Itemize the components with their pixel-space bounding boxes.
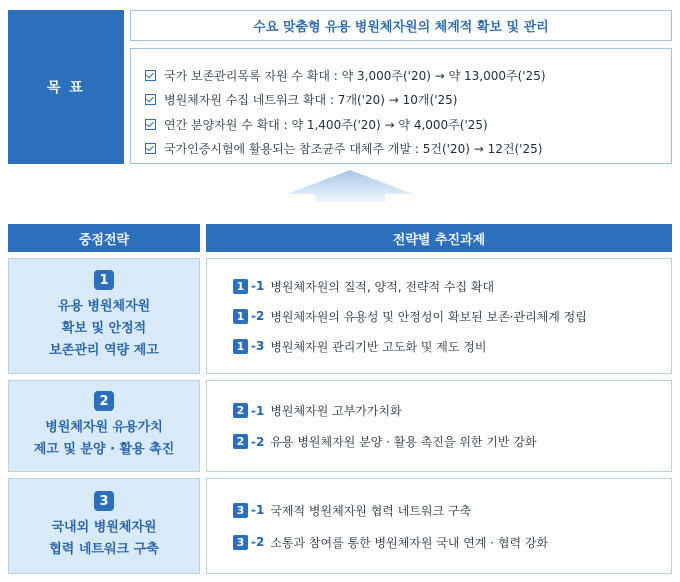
- strategy-number: 1: [94, 270, 114, 290]
- task-text: 국제적 병원체자원 협력 네트워크 구축: [270, 503, 472, 518]
- task-number: 1: [233, 309, 248, 324]
- strategy-number: 2: [94, 391, 114, 411]
- goal-title: 수요 맞춤형 유용 병원체자원의 체계적 확보 및 관리: [130, 10, 672, 41]
- task-subnumber: -2: [251, 535, 265, 549]
- task-box-2: [206, 380, 672, 472]
- task-number: 1: [233, 279, 248, 294]
- task-number: 3: [233, 535, 248, 550]
- task-number: 2: [233, 434, 248, 449]
- checkbox-icon: [145, 143, 156, 154]
- task-subnumber: -2: [251, 309, 265, 323]
- task-box-3: [206, 478, 672, 574]
- task-text: 병원체자원의 유용성 및 안정성이 확보된 보존·관리체계 정립: [270, 309, 587, 324]
- goal-item: [145, 63, 671, 88]
- task-item: [233, 331, 671, 361]
- goal-item-text: 연간 분양자원 수 확대 : 약 1,400주('20) → 약 4,000주('25): [164, 117, 488, 132]
- task-item: [233, 426, 671, 457]
- task-text: 유용 병원체자원 분양 · 활용 촉진을 위한 기반 강화: [270, 435, 537, 449]
- checkbox-icon: [145, 70, 156, 81]
- strategy-box-1: [8, 258, 200, 374]
- task-subnumber: -1: [251, 279, 265, 293]
- task-text: 병원체자원 관리기반 고도화 및 제도 정비: [270, 339, 487, 354]
- task-subnumber: -3: [251, 339, 265, 353]
- up-arrow-icon: [285, 168, 415, 202]
- strategy-title-line: 확보 및 안정적: [61, 321, 147, 336]
- task-subnumber: -1: [251, 503, 265, 517]
- goal-item: [145, 112, 671, 137]
- goal-item-text: 병원체자원 수집 네트워크 확대 : 7개('20) → 10개('25): [164, 93, 458, 108]
- strategy-title-line: 제고 및 분양 · 활용 촉진: [33, 442, 175, 457]
- strategy-title-line: 국내외 병원체자원: [51, 520, 157, 535]
- goal-label: 목 표: [8, 10, 124, 164]
- strategy-number: 3: [94, 491, 114, 511]
- tasks-header: 전략별 추진과제: [206, 224, 672, 252]
- task-box-1: [206, 258, 672, 374]
- strategy-title-line: 협력 네트워크 구축: [49, 542, 159, 557]
- strategy-header: 중점전략: [8, 224, 200, 252]
- task-number: 1: [233, 339, 248, 354]
- task-text: 소통과 참여를 통한 병원체자원 국내 연계 · 협력 강화: [270, 535, 549, 550]
- goal-item-text: 국가 보존관리목록 자원 수 확대 : 약 3,000주('20) → 약 13,000주('25): [164, 68, 546, 83]
- goal-item: [145, 137, 671, 162]
- task-number: 3: [233, 503, 248, 518]
- task-text: 병원체자원 고부가가치화: [270, 404, 402, 418]
- strategy-title-line: 보존관리 역량 제고: [49, 343, 159, 358]
- strategy-title-line: 병원체자원 유용가치: [45, 420, 163, 435]
- task-number: 2: [233, 403, 248, 418]
- task-subnumber: -1: [251, 403, 265, 418]
- task-item: [233, 395, 671, 426]
- task-item: [233, 271, 671, 301]
- task-item: [233, 301, 671, 331]
- task-subnumber: -2: [251, 434, 265, 449]
- strategy-title-line: 유용 병원체자원: [57, 299, 151, 314]
- strategy-box-2: [8, 380, 200, 472]
- checkbox-icon: [145, 94, 156, 105]
- goal-list: [130, 48, 672, 164]
- task-item: [233, 526, 671, 558]
- task-text: 병원체자원의 질적, 양적, 전략적 수집 확대: [270, 279, 495, 294]
- checkbox-icon: [145, 119, 156, 130]
- strategy-box-3: [8, 478, 200, 574]
- goal-item-text: 국가인증시험에 활용되는 참조균주 대체주 개발 : 5건('20) → 12건('25): [164, 142, 543, 157]
- task-item: [233, 494, 671, 526]
- goal-item: [145, 88, 671, 113]
